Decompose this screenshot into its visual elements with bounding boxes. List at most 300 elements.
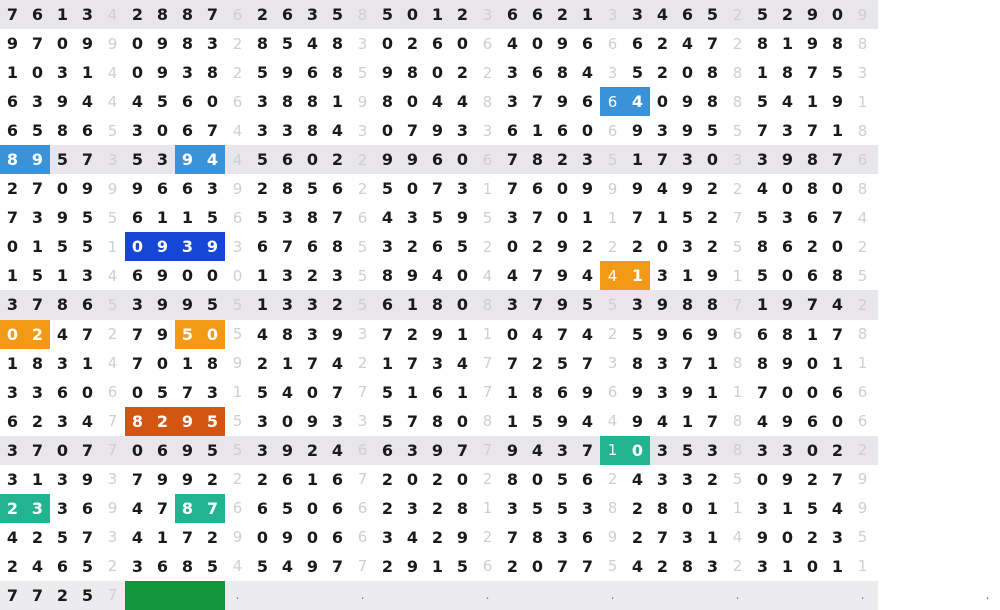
grid-digit: 5: [256, 63, 269, 83]
grid-digit: 1: [306, 469, 319, 489]
grid-digit: 9: [681, 121, 694, 141]
grid-digit: 3: [456, 121, 469, 141]
grid-digit: 6: [156, 556, 169, 576]
grid-digit: 4: [631, 556, 644, 576]
grid-digit: 6: [81, 498, 94, 518]
grid-digit: 8: [331, 237, 344, 257]
grid-digit: 0: [556, 179, 569, 199]
grid-digit: 9: [556, 411, 569, 431]
grid-digit: 1: [81, 353, 94, 373]
grid-digit: 3: [31, 382, 44, 402]
grid-digit: [300, 581, 325, 610]
grid-digit: 9: [781, 353, 794, 373]
grid-digit: 6: [681, 324, 694, 344]
separator-digit: 7: [107, 441, 118, 460]
grid-digit: 7: [681, 353, 694, 373]
separator-digit: 1: [732, 499, 743, 518]
separator-digit: 4: [607, 412, 618, 431]
grid-digit: 0: [181, 266, 194, 286]
grid-digit: 0: [456, 411, 469, 431]
grid-digit: 8: [831, 34, 844, 54]
separator-digit: 9: [107, 179, 118, 198]
grid-digit: 2: [6, 556, 19, 576]
grid-digit: 0: [781, 382, 794, 402]
separator-digit: 8: [482, 412, 493, 431]
separator-digit: 6: [857, 412, 868, 431]
grid-digit: 9: [281, 63, 294, 83]
grid-digit: 4: [381, 208, 394, 228]
separator-digit: 7: [357, 557, 368, 576]
grid-digit: 9: [706, 324, 719, 344]
grid-digit: 8: [306, 121, 319, 141]
grid-digit: 9: [781, 150, 794, 170]
grid-digit: 5: [631, 63, 644, 83]
grid-digit: 6: [581, 469, 594, 489]
grid-digit: 7: [431, 179, 444, 199]
grid-digit: 9: [156, 324, 169, 344]
grid-digit: 9: [156, 34, 169, 54]
grid-digit: 9: [656, 324, 669, 344]
grid-digit: 2: [256, 353, 269, 373]
grid-digit: 1: [181, 353, 194, 373]
grid-digit: 0: [806, 440, 819, 460]
grid-digit: 9: [631, 121, 644, 141]
grid-digit: 2: [56, 585, 69, 605]
grid-digit: 9: [81, 179, 94, 199]
grid-digit: 7: [181, 527, 194, 547]
separator-digit: 5: [607, 557, 618, 576]
grid-digit: 7: [281, 237, 294, 257]
grid-digit: 0: [131, 34, 144, 54]
grid-digit: 3: [281, 266, 294, 286]
grid-digit: [575, 581, 600, 610]
highlighted-digit: [150, 581, 175, 610]
grid-digit: 5: [156, 382, 169, 402]
grid-digit: 2: [656, 34, 669, 54]
separator-digit: 2: [607, 325, 618, 344]
grid-digit: 9: [831, 92, 844, 112]
grid-digit: 9: [81, 469, 94, 489]
grid-digit: 6: [6, 411, 19, 431]
separator-digit: 1: [857, 92, 868, 111]
grid-digit: 9: [6, 34, 19, 54]
grid-digit: 0: [206, 92, 219, 112]
grid-digit: 2: [581, 237, 594, 257]
grid-digit: 5: [81, 208, 94, 228]
grid-digit: 0: [81, 382, 94, 402]
grid-digit: 9: [556, 34, 569, 54]
separator-digit: 2: [732, 5, 743, 24]
separator-digit: 2: [482, 63, 493, 82]
highlighted-digit: 5: [175, 320, 200, 349]
highlighted-digit: 9: [175, 407, 200, 436]
grid-digit: 0: [456, 150, 469, 170]
grid-digit: 7: [81, 440, 94, 460]
grid-digit: 4: [331, 440, 344, 460]
grid-digit: 8: [56, 121, 69, 141]
grid-digit: 8: [681, 295, 694, 315]
grid-digit: 9: [781, 295, 794, 315]
grid-digit: 1: [581, 5, 594, 25]
grid-digit: 5: [756, 92, 769, 112]
grid-digit: 9: [281, 440, 294, 460]
separator-digit: 6: [857, 150, 868, 169]
grid-digit: 1: [781, 34, 794, 54]
grid-digit: 9: [56, 208, 69, 228]
grid-digit: 3: [206, 34, 219, 54]
grid-digit: 4: [131, 527, 144, 547]
grid-digit: 0: [56, 34, 69, 54]
separator-digit: 3: [357, 34, 368, 53]
grid-digit: [450, 581, 475, 610]
grid-digit: 5: [756, 266, 769, 286]
grid-digit: 5: [206, 208, 219, 228]
highlighted-digit: 2: [0, 494, 25, 523]
separator-digit: 3: [857, 63, 868, 82]
grid-digit: 6: [31, 5, 44, 25]
grid-digit: 5: [56, 150, 69, 170]
grid-digit: 3: [756, 498, 769, 518]
grid-digit: 6: [306, 237, 319, 257]
grid-digit: 9: [81, 34, 94, 54]
separator-digit: 2: [857, 237, 868, 256]
grid-digit: 7: [831, 469, 844, 489]
highlighted-digit: 4: [600, 261, 625, 290]
separator-digit: 6: [607, 121, 618, 140]
grid-digit: 4: [81, 92, 94, 112]
grid-digit: 3: [281, 295, 294, 315]
grid-digit: 3: [681, 150, 694, 170]
separator-digit: 8: [732, 354, 743, 373]
grid-digit: 0: [56, 440, 69, 460]
grid-digit: 0: [506, 324, 519, 344]
grid-digit: 1: [756, 295, 769, 315]
separator-digit: 6: [232, 499, 243, 518]
highlighted-digit: 2: [25, 320, 50, 349]
grid-digit: 1: [781, 556, 794, 576]
separator-digit: 6: [357, 528, 368, 547]
grid-digit: 6: [281, 469, 294, 489]
grid-digit: 2: [831, 440, 844, 460]
grid-digit: 0: [31, 63, 44, 83]
grid-digit: 5: [431, 208, 444, 228]
separator-digit: 7: [732, 295, 743, 314]
grid-digit: 1: [506, 382, 519, 402]
separator-digit: 9: [607, 528, 618, 547]
grid-digit: 1: [6, 63, 19, 83]
grid-digit: 2: [506, 556, 519, 576]
grid-digit: 7: [806, 295, 819, 315]
highlighted-digit: 1: [625, 261, 650, 290]
grid-digit: [325, 581, 350, 610]
highlighted-digit: 8: [175, 494, 200, 523]
separator-digit: 5: [607, 150, 618, 169]
grid-digit: 6: [806, 266, 819, 286]
grid-digit: 3: [306, 5, 319, 25]
grid-digit: 5: [681, 208, 694, 228]
highlighted-digit: 9: [25, 145, 50, 174]
grid-digit: 0: [156, 353, 169, 373]
separator-digit: 3: [107, 470, 118, 489]
grid-digit: 3: [431, 353, 444, 373]
grid-digit: 5: [381, 411, 394, 431]
separator-digit: 8: [857, 325, 868, 344]
grid-digit: 8: [56, 295, 69, 315]
grid-digit: 6: [831, 382, 844, 402]
grid-digit: 1: [756, 63, 769, 83]
grid-digit: 3: [206, 382, 219, 402]
grid-digit: 4: [406, 527, 419, 547]
separator-digit: 6: [482, 150, 493, 169]
highlighted-digit: [125, 581, 150, 610]
separator-digit: 2: [482, 528, 493, 547]
grid-digit: 8: [331, 34, 344, 54]
separator-digit: 6: [732, 325, 743, 344]
grid-digit: 7: [331, 208, 344, 228]
grid-digit: 0: [656, 237, 669, 257]
grid-digit: 0: [831, 237, 844, 257]
grid-digit: 7: [656, 527, 669, 547]
grid-digit: 7: [581, 440, 594, 460]
grid-digit: 3: [131, 121, 144, 141]
grid-digit: 9: [581, 382, 594, 402]
grid-digit: 3: [556, 440, 569, 460]
grid-digit: 6: [256, 498, 269, 518]
grid-digit: 1: [531, 121, 544, 141]
separator-digit: 4: [107, 354, 118, 373]
grid-digit: 4: [331, 121, 344, 141]
grid-digit: 9: [556, 92, 569, 112]
grid-digit: 0: [306, 527, 319, 547]
grid-digit: 8: [281, 179, 294, 199]
separator-digit: 5: [482, 208, 493, 227]
grid-digit: 7: [556, 556, 569, 576]
grid-digit: 8: [381, 266, 394, 286]
grid-digit: 3: [656, 266, 669, 286]
separator-digit: 8: [357, 5, 368, 24]
separator-digit: 4: [857, 208, 868, 227]
grid-digit: 7: [831, 150, 844, 170]
grid-digit: 4: [681, 34, 694, 54]
separator-digit: 1: [607, 208, 618, 227]
grid-digit: 3: [131, 556, 144, 576]
grid-digit: 4: [656, 179, 669, 199]
grid-digit: [925, 581, 950, 610]
grid-digit: 7: [456, 440, 469, 460]
grid-digit: 6: [806, 411, 819, 431]
grid-digit: 6: [281, 150, 294, 170]
grid-digit: 2: [206, 469, 219, 489]
grid-digit: [425, 581, 450, 610]
grid-digit: 0: [131, 440, 144, 460]
grid-digit: 5: [256, 150, 269, 170]
separator-digit: 5: [232, 412, 243, 431]
grid-digit: 9: [156, 63, 169, 83]
grid-digit: 3: [706, 440, 719, 460]
grid-digit: 8: [781, 63, 794, 83]
grid-digit: 6: [431, 34, 444, 54]
grid-digit: 7: [706, 411, 719, 431]
grid-digit: 6: [81, 295, 94, 315]
grid-digit: 2: [631, 527, 644, 547]
grid-digit: 2: [556, 5, 569, 25]
grid-digit: 2: [531, 237, 544, 257]
grid-digit: 5: [456, 237, 469, 257]
grid-digit: 6: [756, 324, 769, 344]
grid-digit: 6: [56, 556, 69, 576]
grid-digit: 3: [6, 440, 19, 460]
highlighted-digit: 9: [175, 145, 200, 174]
grid-digit: 2: [556, 150, 569, 170]
separator-digit: 6: [357, 499, 368, 518]
grid-digit: [500, 581, 525, 610]
grid-digit: 6: [381, 295, 394, 315]
grid-digit: 3: [781, 440, 794, 460]
separator-digit: 8: [607, 499, 618, 518]
separator-digit: 5: [107, 121, 118, 140]
separator-digit: .: [860, 588, 865, 603]
grid-digit: 8: [256, 34, 269, 54]
separator-digit: 9: [107, 499, 118, 518]
grid-digit: 3: [581, 150, 594, 170]
grid-digit: 7: [81, 324, 94, 344]
grid-digit: 4: [631, 469, 644, 489]
highlighted-digit: 0: [0, 320, 25, 349]
separator-digit: 5: [357, 266, 368, 285]
separator-digit: 5: [107, 295, 118, 314]
grid-digit: 5: [156, 92, 169, 112]
grid-digit: 8: [331, 63, 344, 83]
grid-digit: 1: [6, 353, 19, 373]
separator-digit: 6: [607, 34, 618, 53]
grid-digit: 8: [431, 295, 444, 315]
grid-digit: 7: [31, 295, 44, 315]
grid-digit: 8: [281, 324, 294, 344]
separator-digit: 8: [732, 441, 743, 460]
grid-digit: 2: [381, 556, 394, 576]
grid-digit: 8: [406, 63, 419, 83]
separator-digit: 1: [732, 266, 743, 285]
separator-digit: 4: [107, 5, 118, 24]
grid-digit: 0: [306, 150, 319, 170]
grid-digit: 0: [781, 179, 794, 199]
highlighted-digit: 4: [625, 87, 650, 116]
grid-digit: 7: [206, 5, 219, 25]
separator-digit: 2: [482, 470, 493, 489]
separator-digit: 2: [607, 237, 618, 256]
grid-digit: 6: [581, 92, 594, 112]
grid-digit: 5: [681, 440, 694, 460]
grid-digit: 0: [206, 266, 219, 286]
grid-digit: 7: [581, 353, 594, 373]
grid-digit: 5: [256, 556, 269, 576]
grid-digit: 2: [706, 469, 719, 489]
grid-digit: 7: [631, 208, 644, 228]
grid-digit: 3: [6, 295, 19, 315]
grid-digit: 6: [306, 63, 319, 83]
grid-digit: 0: [531, 34, 544, 54]
grid-digit: 7: [156, 498, 169, 518]
grid-digit: 9: [556, 266, 569, 286]
separator-digit: 9: [232, 354, 243, 373]
separator-digit: 5: [107, 208, 118, 227]
grid-digit: 6: [6, 121, 19, 141]
grid-digit: 0: [656, 92, 669, 112]
grid-digit: 4: [281, 382, 294, 402]
separator-digit: 6: [482, 557, 493, 576]
grid-digit: 7: [581, 556, 594, 576]
highlighted-digit: 0: [125, 232, 150, 261]
separator-digit: 1: [482, 325, 493, 344]
grid-digit: 8: [281, 92, 294, 112]
grid-digit: 7: [131, 469, 144, 489]
grid-digit: 2: [706, 179, 719, 199]
grid-digit: 2: [6, 179, 19, 199]
highlighted-digit: 5: [200, 407, 225, 436]
grid-digit: 0: [131, 63, 144, 83]
separator-digit: 3: [107, 150, 118, 169]
separator-digit: 5: [357, 295, 368, 314]
separator-digit: 4: [107, 266, 118, 285]
grid-digit: 0: [756, 469, 769, 489]
grid-digit: 5: [531, 411, 544, 431]
grid-digit: 5: [56, 237, 69, 257]
separator-digit: 1: [732, 383, 743, 402]
separator-digit: 9: [232, 528, 243, 547]
grid-digit: [900, 581, 925, 610]
grid-digit: 3: [756, 556, 769, 576]
grid-digit: 2: [381, 469, 394, 489]
grid-digit: 6: [81, 121, 94, 141]
separator-digit: 4: [482, 266, 493, 285]
grid-digit: 3: [56, 63, 69, 83]
grid-digit: 6: [556, 121, 569, 141]
grid-digit: 0: [781, 527, 794, 547]
grid-digit: 7: [81, 527, 94, 547]
separator-digit: 2: [357, 354, 368, 373]
grid-digit: 5: [556, 353, 569, 373]
grid-digit: [375, 581, 400, 610]
grid-digit: 7: [31, 34, 44, 54]
grid-digit: 1: [56, 5, 69, 25]
grid-digit: 2: [531, 353, 544, 373]
separator-digit: 8: [857, 121, 868, 140]
separator-digit: 7: [357, 383, 368, 402]
grid-digit: 0: [681, 63, 694, 83]
grid-digit: 3: [256, 411, 269, 431]
grid-digit: 7: [706, 34, 719, 54]
grid-digit: 6: [256, 237, 269, 257]
grid-digit: 7: [506, 179, 519, 199]
grid-digit: 3: [306, 295, 319, 315]
grid-digit: 3: [256, 121, 269, 141]
grid-digit: 4: [831, 498, 844, 518]
grid-digit: 0: [406, 179, 419, 199]
grid-digit: 0: [581, 121, 594, 141]
grid-digit: 5: [281, 34, 294, 54]
grid-digit: 9: [156, 295, 169, 315]
grid-digit: 7: [181, 382, 194, 402]
separator-digit: 9: [232, 179, 243, 198]
grid-digit: 8: [506, 469, 519, 489]
grid-digit: 3: [56, 498, 69, 518]
grid-digit: 0: [256, 527, 269, 547]
grid-digit: 3: [656, 382, 669, 402]
separator-digit: 2: [232, 470, 243, 489]
grid-digit: 3: [381, 237, 394, 257]
grid-digit: 5: [556, 498, 569, 518]
grid-digit: 5: [81, 556, 94, 576]
